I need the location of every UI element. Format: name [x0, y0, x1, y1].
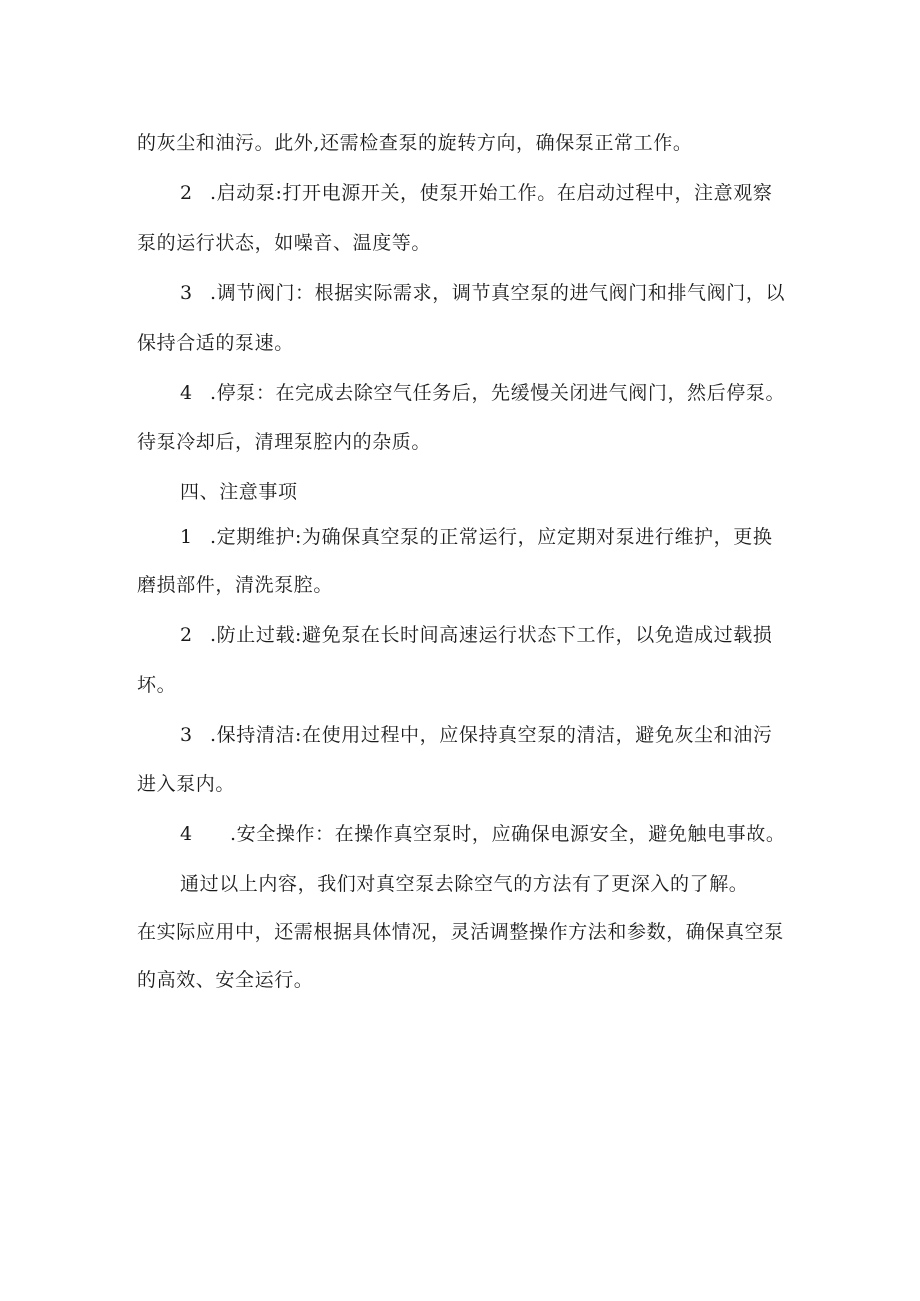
step-number: 3 — [180, 282, 193, 304]
note-number: 3 — [180, 724, 193, 746]
note-text: .防止过载:避免泵在长时间高速运行状态下工作，以免造成过载损 — [210, 624, 773, 646]
line-text: 保持合适的泵速。 — [137, 332, 294, 354]
section-heading — [180, 480, 298, 504]
note-maintenance — [180, 525, 772, 549]
step-stop-pump — [180, 381, 785, 405]
paragraph-line — [137, 673, 176, 697]
paragraph-line — [137, 573, 333, 597]
line-text: 进入泵内。 — [137, 773, 236, 795]
note-text: .定期维护:为确保真空泵的正常运行，应定期对泵进行维护，更换 — [210, 526, 773, 548]
paragraph-line — [137, 131, 692, 155]
conclusion-line — [137, 920, 784, 944]
step-text: .停泵：在完成去除空气任务后，先缓慢关闭进气阀门，然后停泵。 — [210, 382, 786, 404]
note-number: 4 — [180, 823, 193, 845]
line-text: 在实际应用中，还需根据具体情况，灵活调整操作方法和参数，确保真空泵 — [137, 921, 784, 943]
note-overload — [180, 623, 772, 647]
line-text: 的灰尘和油污。此外,还需检查泵的旋转方向，确保泵正常工作。 — [137, 132, 693, 154]
step-text: .调节阀门：根据实际需求，调节真空泵的进气阀门和排气阀门，以 — [210, 282, 786, 304]
step-number: 4 — [180, 382, 193, 404]
step-start-pump — [180, 181, 772, 205]
step-number: 2 — [180, 182, 193, 204]
note-text: .安全操作：在操作真空泵时，应确保电源安全，避免触电事故。 — [230, 823, 786, 845]
line-text: 坏。 — [137, 674, 177, 696]
line-text: 的高效、安全运行。 — [137, 969, 314, 991]
note-number: 2 — [180, 624, 193, 646]
note-cleaning — [180, 723, 772, 747]
paragraph-line — [137, 430, 431, 454]
line-text: 待泵冷却后，清理泵腔内的杂质。 — [137, 431, 432, 453]
note-text: .保持清洁:在使用过程中，应保持真空泵的清洁，避免灰尘和油污 — [210, 724, 773, 746]
paragraph-line — [137, 772, 235, 796]
conclusion-line — [137, 968, 313, 992]
line-text: 通过以上内容，我们对真空泵去除空气的方法有了更深入的了解。 — [180, 873, 749, 895]
note-safety — [180, 822, 785, 846]
step-text: .启动泵:打开电源开关，使泵开始工作。在启动过程中，注意观察 — [210, 182, 773, 204]
heading-text: 四、注意事项 — [180, 481, 298, 503]
conclusion-line — [180, 872, 748, 896]
paragraph-line — [137, 231, 431, 255]
line-text: 泵的运行状态，如噪音、温度等。 — [137, 232, 432, 254]
note-number: 1 — [180, 526, 193, 548]
step-adjust-valve — [180, 281, 785, 305]
line-text: 磨损部件，清洗泵腔。 — [137, 574, 334, 596]
paragraph-line — [137, 331, 294, 355]
